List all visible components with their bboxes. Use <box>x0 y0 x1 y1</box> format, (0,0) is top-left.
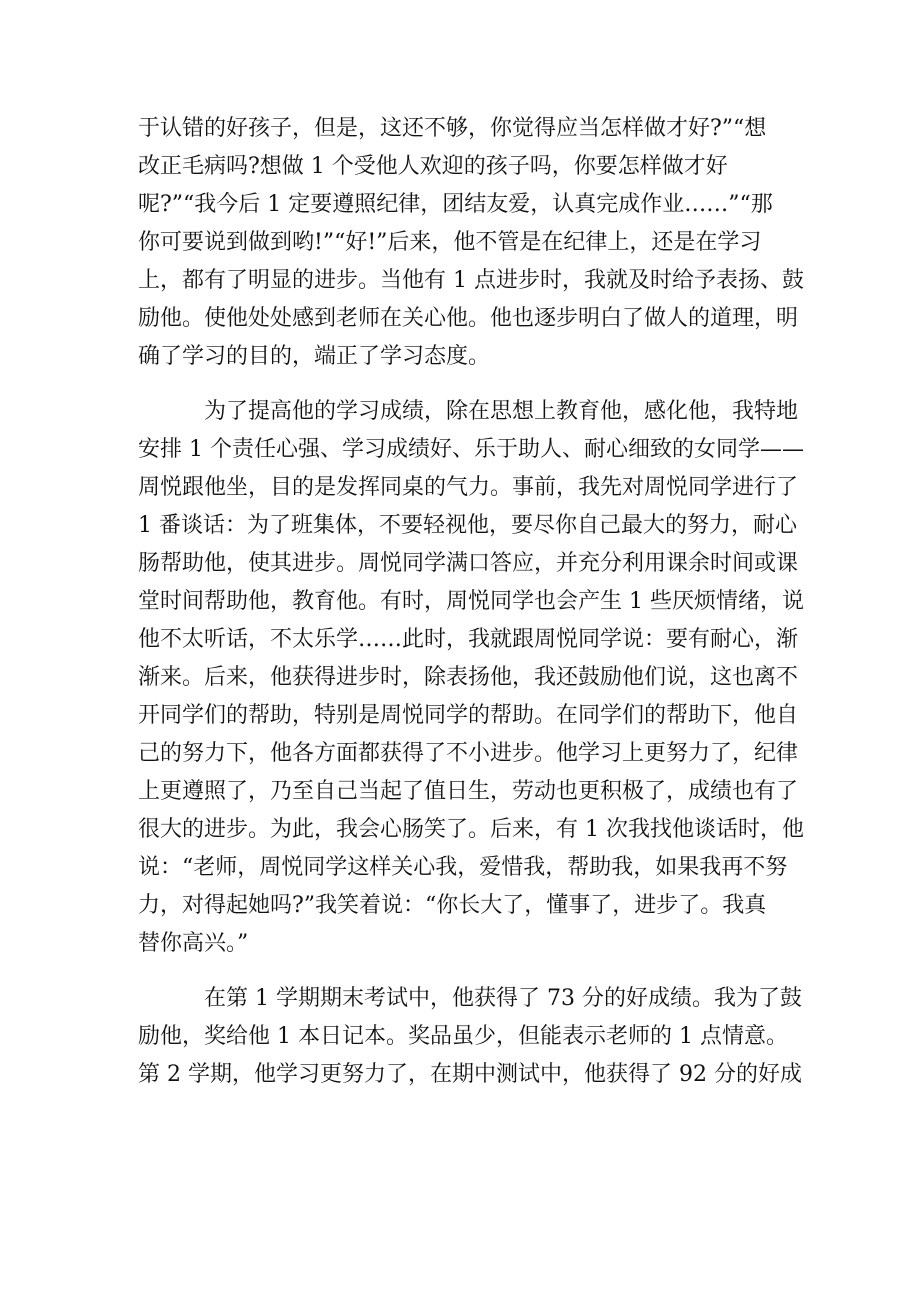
text-line: 励他，奖给他 1 本日记本。奖品虽少，但能表示老师的 1 点情意。 <box>138 1024 788 1049</box>
text-line: 周悦跟他坐，目的是发挥同桌的气力。事前，我先对周悦同学进行了 <box>138 475 799 500</box>
text-line: 上，都有了明显的进步。当他有 1 点进步时，我就及时给予表扬、鼓 <box>138 268 804 293</box>
text-line: 堂时间帮助他，教育他。有时，周悦同学也会产生 1 些厌烦情绪，说 <box>138 589 804 614</box>
document-body <box>138 110 804 1094</box>
text-line: 安排 1 个责任心强、学习成绩好、乐于助人、耐心细致的女同学—— <box>138 437 804 462</box>
text-line: 确了学习的目的，端正了学习态度。 <box>138 344 491 369</box>
text-line: 第 2 学期，他学习更努力了，在期中测试中，他获得了 92 分的好成 <box>138 1062 802 1087</box>
text-line: 上更遵照了，乃至自己当起了值日生，劳动也更积极了，成绩也有了 <box>138 779 799 804</box>
text-line-first: 在第 1 学期期末考试中，他获得了 73 分的好成绩。我为了鼓 <box>204 986 802 1011</box>
text-line: 于认错的好孩子，但是，这还不够，你觉得应当怎样做才好?”“想 <box>138 116 767 141</box>
paragraph-3 <box>138 980 802 1094</box>
text-line: 力，对得起她吗?”我笑着说：“你长大了，懂事了，进步了。我真 <box>138 893 767 918</box>
text-line: 己的努力下，他各方面都获得了不小进步。他学习上更努力了，纪律 <box>138 741 799 766</box>
text-line-first: 为了提高他的学习成绩，除在思想上教育他，感化他，我特地 <box>204 399 799 424</box>
paragraph-2 <box>138 393 804 963</box>
text-line: 渐来。后来，他获得进步时，除表扬他，我还鼓励他们说，这也离不 <box>138 665 799 690</box>
paragraph-spacing <box>138 376 783 393</box>
text-line: 很大的进步。为此，我会心肠笑了。后来，有 1 次我找他谈话时，他 <box>138 817 804 842</box>
text-line: 改正毛病吗?想做 1 个受他人欢迎的孩子吗，你要怎样做才好 <box>138 154 728 179</box>
paragraph-1 <box>138 110 804 376</box>
text-line: 说：“老师，周悦同学这样关心我，爱惜我，帮助我，如果我再不努 <box>138 855 788 880</box>
text-line: 替你高兴。” <box>138 931 249 956</box>
text-line: 他不太听话，不太乐学……此时，我就跟周悦同学说：要有耐心，渐 <box>138 627 799 652</box>
text-line: 呢?”“我今后 1 定要遵照纪律，团结友爱，认真完成作业……”“那 <box>138 192 773 217</box>
text-line: 1 番谈话：为了班集体，不要轻视他，要尽你自己最大的努力，耐心 <box>138 513 797 538</box>
text-line: 开同学们的帮助，特别是周悦同学的帮助。在同学们的帮助下，他自 <box>138 703 799 728</box>
text-line: 励他。使他处处感到老师在关心他。他也逐步明白了做人的道理，明 <box>138 306 799 331</box>
paragraph-spacing <box>138 963 783 980</box>
text-line: 你可要说到做到哟!”“好!”后来，他不管是在纪律上，还是在学习 <box>138 230 762 255</box>
text-line: 肠帮助他，使其进步。周悦同学满口答应，并充分利用课余时间或课 <box>138 551 799 576</box>
